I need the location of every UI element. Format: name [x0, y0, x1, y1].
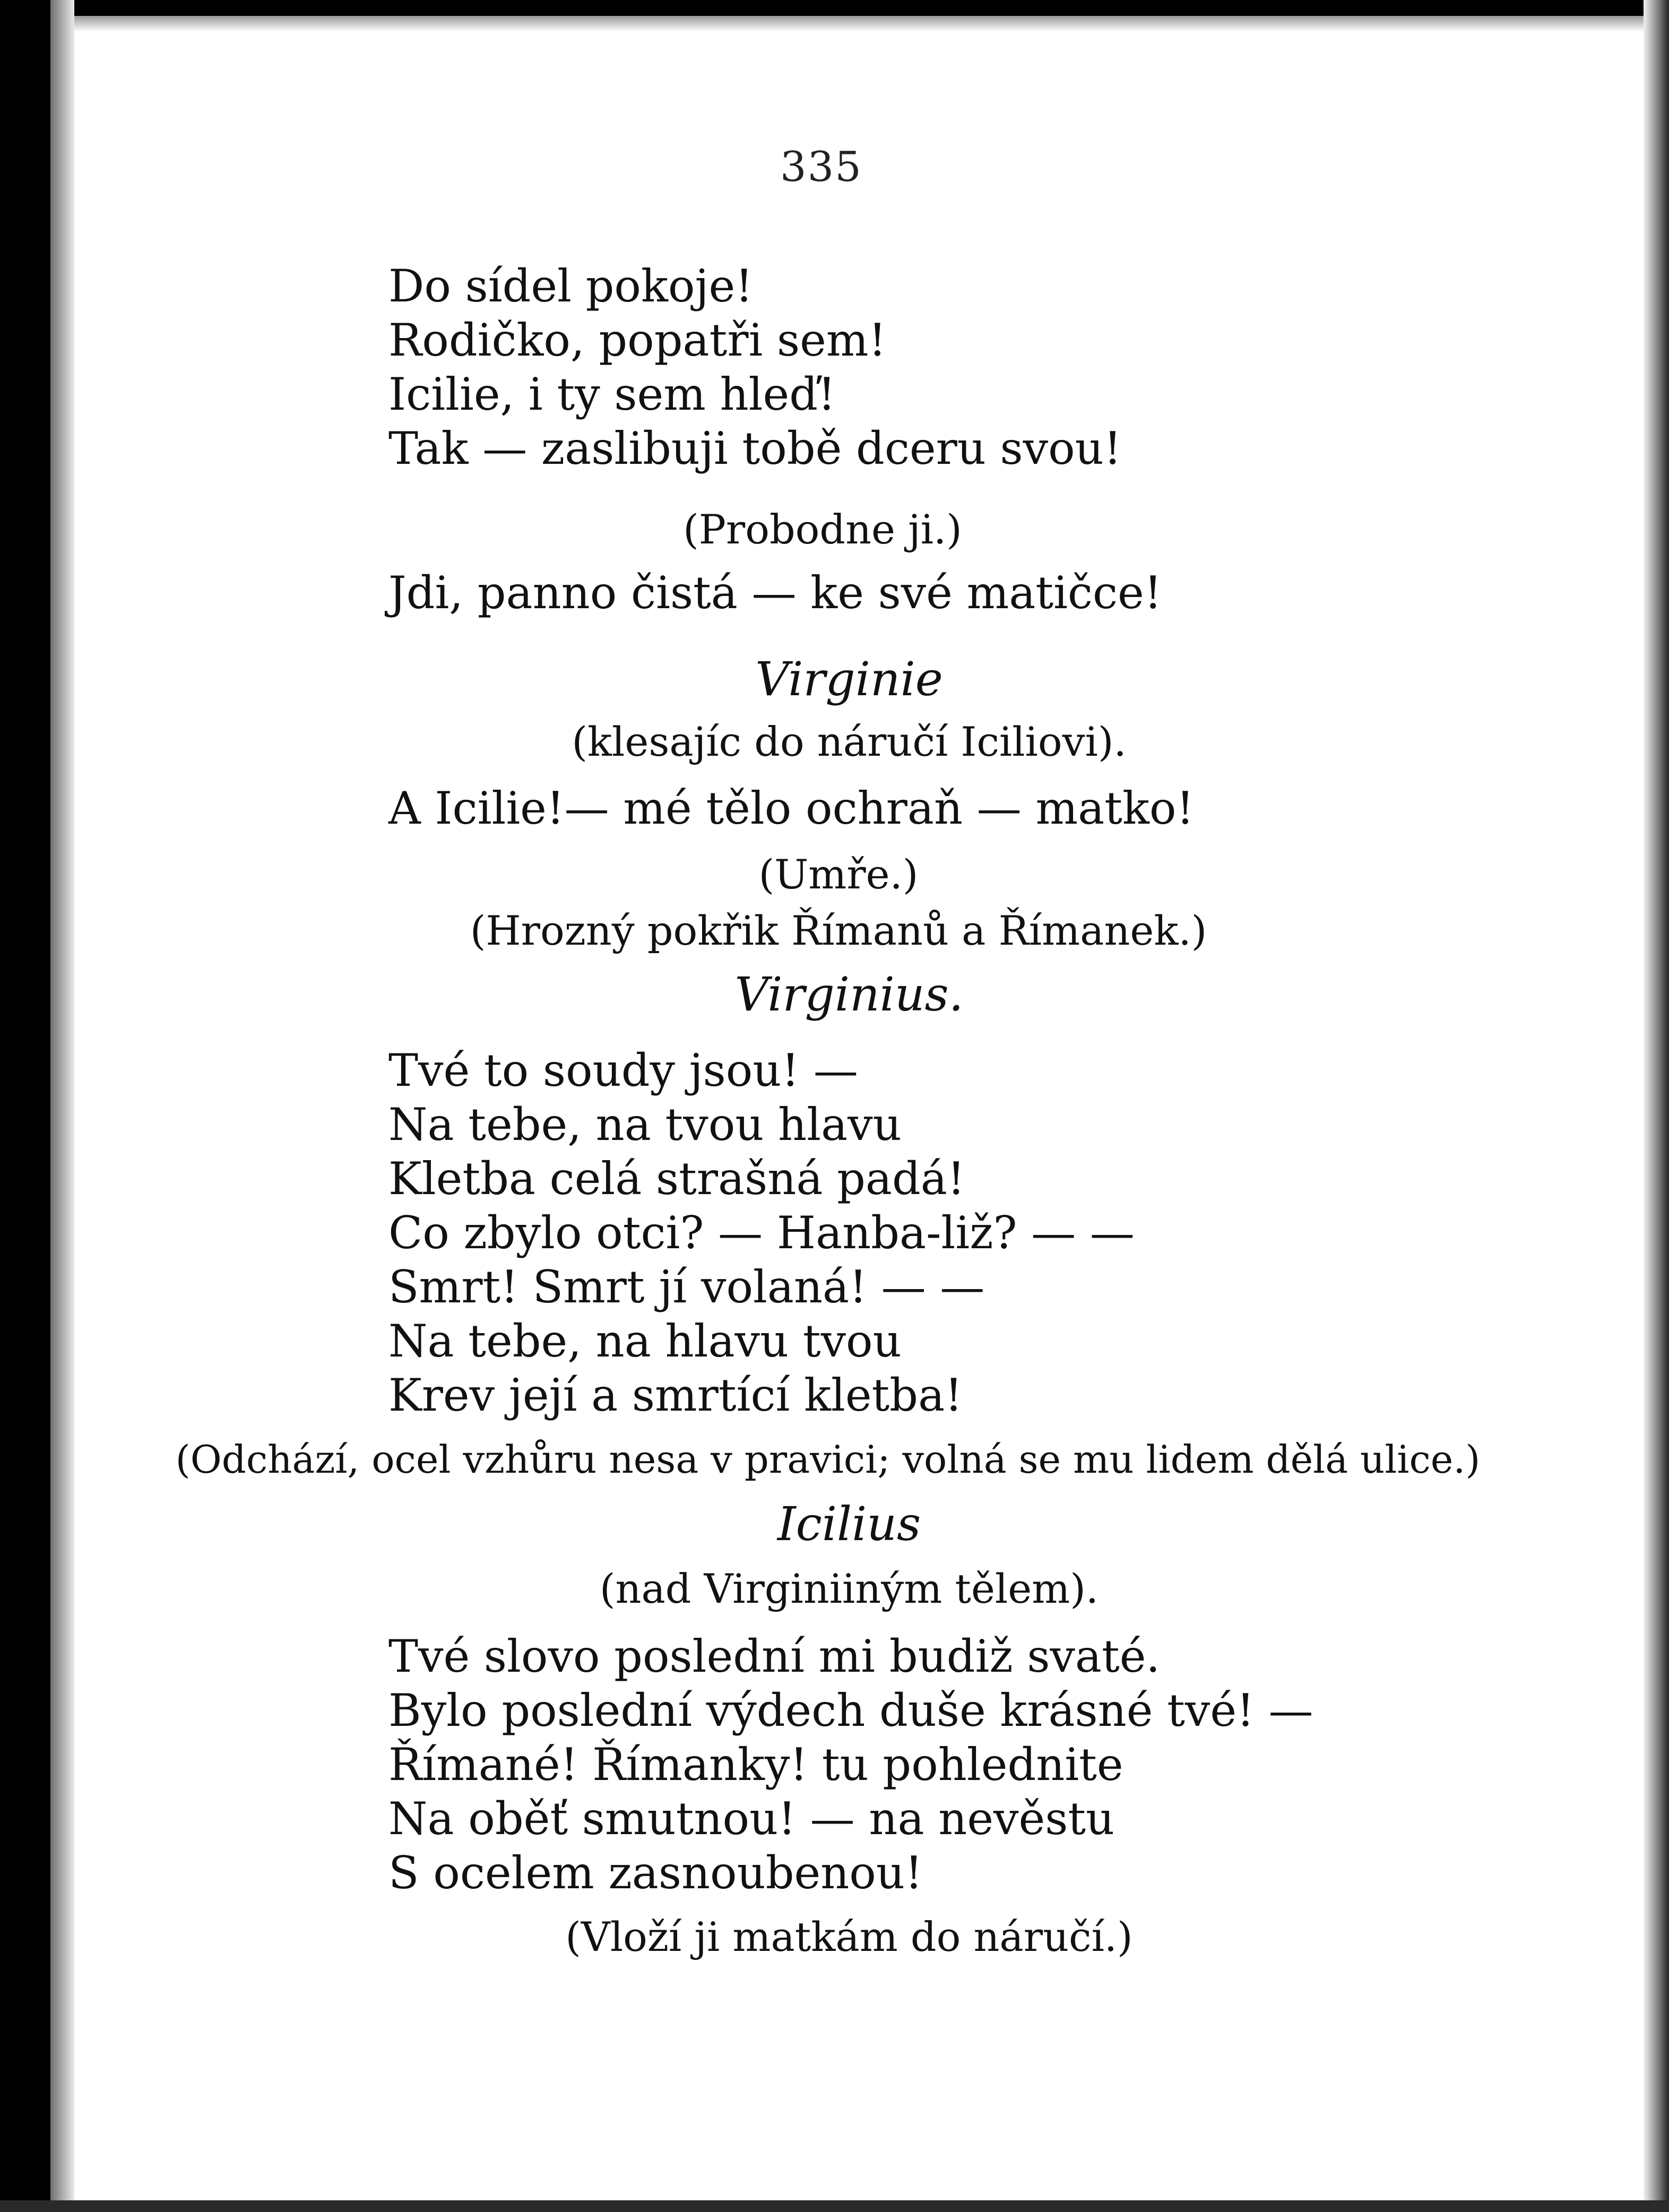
- speaker-name: Icilius: [777, 1497, 921, 1551]
- stage-direction: (Probodne ji.): [683, 506, 962, 553]
- verse-block-1: [388, 259, 1122, 476]
- verse-line: Na oběť smutnou! — na nevěstu: [388, 1793, 1115, 1845]
- verse-line: Tvé to soudy jsou! —: [388, 1044, 858, 1096]
- verse-line: Bylo poslední výdech duše krásné tvé! —: [388, 1684, 1313, 1736]
- verse-line: Smrt! Smrt jí volaná! — —: [388, 1261, 985, 1313]
- verse-line: S ocelem zasnoubenou!: [388, 1847, 923, 1899]
- stage-direction: (Umře.): [758, 851, 919, 898]
- verse-line: Jdi, panno čistá — ke své matičce!: [388, 567, 1162, 619]
- verse-block-3: [388, 1629, 1313, 1900]
- verse-block-2: [388, 1043, 1135, 1422]
- verse-line: Icilie, i ty sem hleď!: [388, 368, 836, 420]
- verse-line: Římané! Římanky! tu pohlednite: [388, 1739, 1123, 1791]
- page-number: 335: [780, 143, 862, 191]
- stage-direction: (nad Virginiiným tělem).: [599, 1565, 1099, 1612]
- stage-direction: (klesajíc do náručí Iciliovi).: [572, 718, 1127, 765]
- verse-line: Co zbylo otci? — Hanba-liž? — —: [388, 1207, 1135, 1259]
- verse-line: Krev její a smrtící kletba!: [388, 1369, 963, 1421]
- verse-line: Rodičko, popatři sem!: [388, 314, 887, 366]
- verse-line: Na tebe, na hlavu tvou: [388, 1315, 902, 1367]
- speaker-name: Virginie: [755, 652, 943, 706]
- verse-line: Kletba celá strašná padá!: [388, 1153, 965, 1205]
- stage-direction: (Vloží ji matkám do náručí.): [565, 1913, 1133, 1960]
- speaker-name: Virginius.: [734, 967, 964, 1022]
- verse-line: Tvé slovo poslední mi budiž svaté.: [388, 1630, 1161, 1682]
- verse-line: Tak — zaslibuji tobě dceru svou!: [388, 422, 1122, 474]
- verse-line: A Icilie!— mé tělo ochraň — matko!: [388, 782, 1195, 834]
- stage-direction: (Odchází, ocel vzhůru nesa v pravici; volná se mu lidem dělá ulice.): [175, 1437, 1481, 1482]
- stage-direction: (Hrozný pokřik Římanů a Římanek.): [470, 907, 1207, 954]
- verse-line: Na tebe, na tvou hlavu: [388, 1099, 902, 1151]
- verse-line: Do sídel pokoje!: [388, 260, 753, 312]
